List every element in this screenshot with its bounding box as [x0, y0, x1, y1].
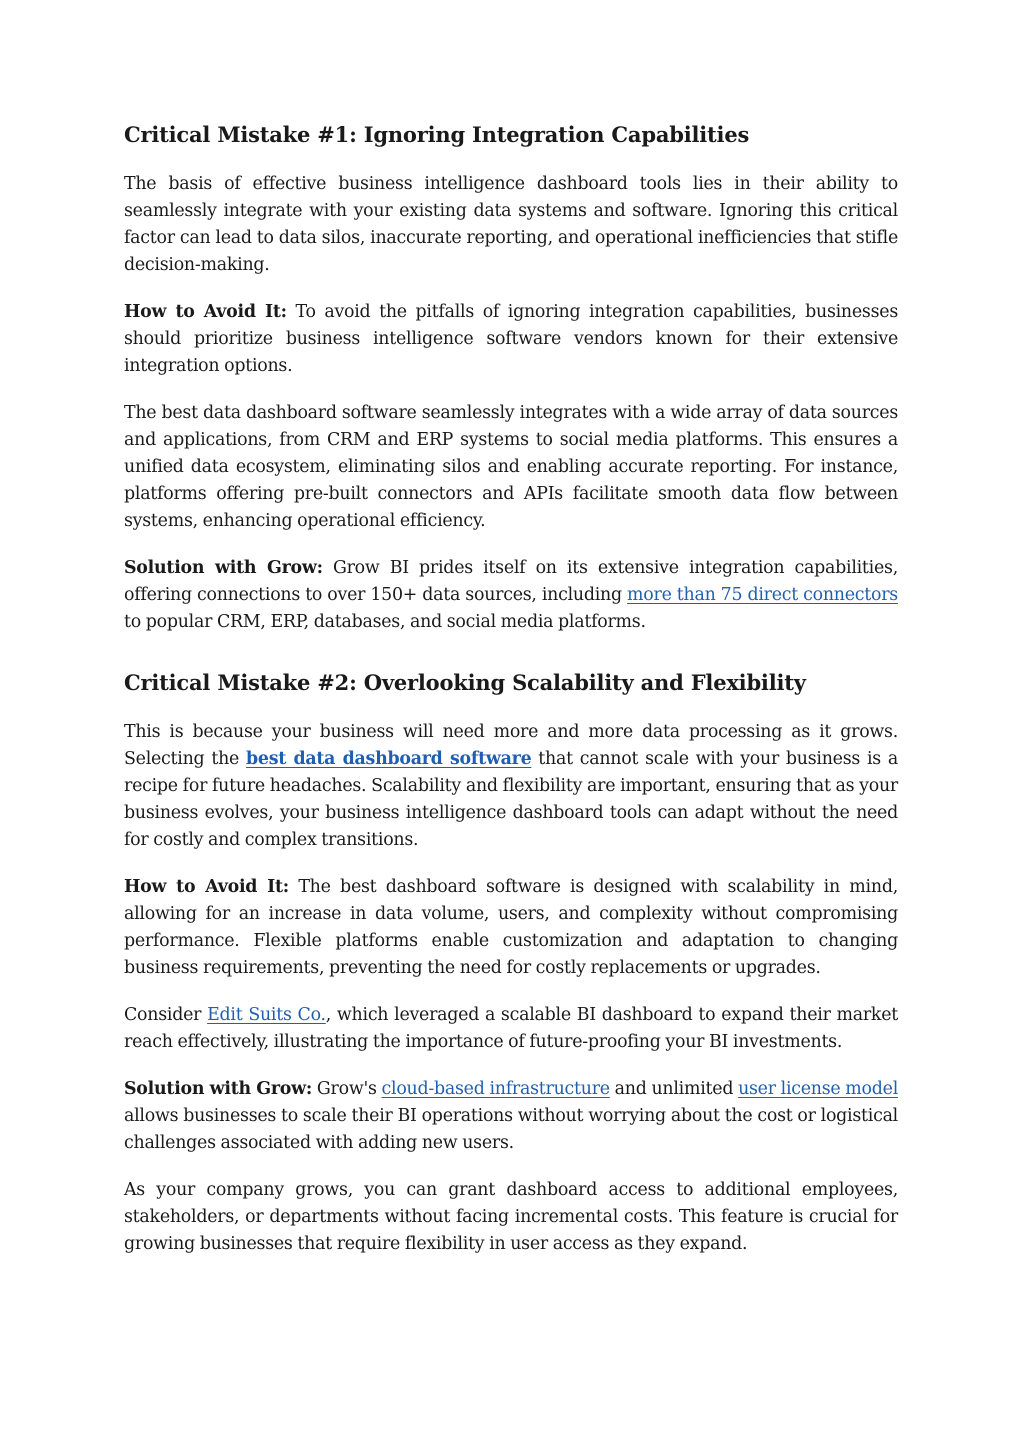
section2-intro-text-a: This is because your business will need more and more data processing as it grows. Selecting the: [124, 722, 898, 769]
section1-avoid-paragraph: [124, 299, 898, 380]
section2-closing-paragraph: As your company grows, you can grant dashboard access to additional employees, stakeholders, or departments without facing incremental costs. This feature is crucial for growing businesses that require flexibility in user access as they expand.: [124, 1180, 898, 1254]
cloud-infrastructure-link[interactable]: cloud-based infrastructure: [381, 1079, 610, 1099]
section2-intro-text-b: that cannot scale with your business is a recipe for future headaches. Scalability and flexibility are important, ensuring that as your business evolves, your business intelligence dashboard tools can adapt without the need for costly and complex transitions.: [124, 749, 898, 850]
section2-avoid-label: How to Avoid It:: [124, 877, 289, 897]
section2-intro-paragraph: [124, 719, 898, 854]
edit-suits-link[interactable]: Edit Suits Co.: [207, 1005, 326, 1025]
section1-heading: Critical Mistake #1: Ignoring Integration Capabilities: [124, 122, 750, 147]
section2-solution-text-c: allows businesses to scale their BI operations without worrying about the cost or logistical challenges associated with adding new users.: [124, 1106, 898, 1153]
section1-intro-paragraph: The basis of effective business intelligence dashboard tools lies in their ability to seamlessly integrate with your existing data systems and software. Ignoring this critical factor can lead to data silos, inaccurate reporting, and operational inefficiencies that stifle decision-making.: [124, 174, 898, 275]
section2-avoid-text: The best dashboard software is designed with scalability in mind, allowing for an increase in data volume, users, and complexity without compromising performance. Flexible platforms enable customization and adaptation to changing business requirements, preventing the need for costly replacements or upgrades.: [124, 877, 898, 978]
section2-heading: Critical Mistake #2: Overlooking Scalability and Flexibility: [124, 670, 806, 695]
section1-avoid-label: How to Avoid It:: [124, 302, 287, 322]
section2-solution-text-b: and unlimited: [609, 1079, 739, 1099]
direct-connectors-link[interactable]: more than 75 direct connectors: [627, 585, 898, 605]
section1-solution-text-a: Grow BI prides itself on its extensive integration capabilities, offering connections to over 150+ data sources, including: [124, 558, 898, 605]
section1-solution-text-b: to popular CRM, ERP, databases, and social media platforms.: [124, 612, 646, 632]
user-license-model-link[interactable]: user license model: [738, 1079, 899, 1099]
section1-integration-paragraph: The best data dashboard software seamlessly integrates with a wide array of data sources and applications, from CRM and ERP systems to social media platforms. This ensures a unified data ecosystem, eliminating silos and enabling accurate reporting. For instance, platforms offering pre-built connectors and APIs facilitate smooth data flow between systems, enhancing operational efficiency.: [124, 403, 898, 531]
section2-solution-paragraph: [124, 1076, 898, 1157]
section2-consider-text-b: , which leveraged a scalable BI dashboard to expand their market reach effectively, illustrating the importance of future-proofing your BI investments.: [124, 1005, 898, 1052]
document-page: [124, 118, 898, 1278]
section1-solution-paragraph: [124, 555, 898, 636]
section1-avoid-text: To avoid the pitfalls of ignoring integration capabilities, businesses should prioritize business intelligence software vendors known for their extensive integration options.: [124, 302, 898, 376]
best-data-dashboard-software-link[interactable]: best data dashboard software: [245, 749, 532, 769]
section2-consider-paragraph: [124, 1002, 898, 1056]
section2-solution-text-a: Grow's: [312, 1079, 382, 1099]
section1-solution-label: Solution with Grow:: [124, 558, 323, 578]
section2-avoid-paragraph: [124, 874, 898, 982]
section2-solution-label: Solution with Grow:: [124, 1079, 313, 1099]
section2-consider-text-a: Consider: [124, 1005, 208, 1025]
